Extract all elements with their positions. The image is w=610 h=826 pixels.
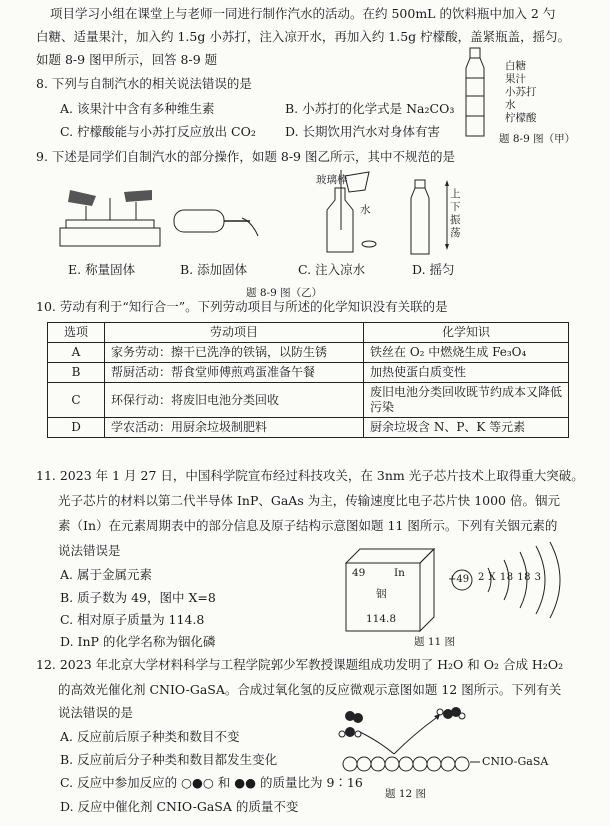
q8-option-d[interactable]: D. 长期饮用汽水对身体有害 xyxy=(285,124,441,139)
figure-11-caption: 题 11 图 xyxy=(414,636,456,648)
label-water: 水 xyxy=(505,99,516,111)
figure-8-9-a-labels xyxy=(505,60,537,125)
label-sugar: 白糖 xyxy=(505,60,526,72)
atom-shells: 2 X 18 18 3 xyxy=(478,572,542,583)
q9-option-b[interactable]: B. 添加固体 xyxy=(180,262,248,277)
row-a-chem: 铁丝在 O₂ 中燃烧生成 Fe₃O₄ xyxy=(364,343,569,363)
q11-line-1: 11. 2023 年 1 月 27 日，中国科学院宣布经过科技攻关，在 3nm 光子芯片技术上取得重大突破。 xyxy=(36,468,584,483)
element-number: 49 xyxy=(352,567,366,579)
label-juice: 果汁 xyxy=(505,73,526,85)
q12-option-b[interactable]: B. 反应前后分子种类和数目都发生变化 xyxy=(60,752,278,767)
q10-table xyxy=(47,322,569,438)
figure-12-caption: 题 12 图 xyxy=(385,788,427,800)
q11-line-2: 光子芯片的材料以第二代半导体 InP、GaAs 为主，传输速度比电子芯片快 1000 倍。铟元 xyxy=(58,493,560,508)
row-b-key: B xyxy=(48,363,105,383)
header-option: 选项 xyxy=(48,323,105,343)
q12-line-2: 的高效光催化剂 CNIO-GaSA。合成过氧化氢的反应微观示意图如题 12 图所示。下列有关 xyxy=(58,682,562,697)
row-c-key: C xyxy=(48,383,105,418)
table-row[interactable] xyxy=(48,418,569,438)
q12-line-1: 12. 2023 年北京大学材料科学与工程学院郭少军教授课题组成功发明了 H₂O 和 O₂ 合成 H₂O₂ xyxy=(36,657,564,672)
row-d-labor: 学农活动：用厨余垃圾制肥料 xyxy=(105,418,364,438)
q11-option-c[interactable]: C. 相对原子质量为 114.8 xyxy=(60,612,205,627)
label-baking-soda: 小苏打 xyxy=(505,86,537,98)
figure-balance xyxy=(56,184,166,254)
catalyst-reaction-diagram xyxy=(330,708,480,778)
q12-option-d[interactable]: D. 反应中催化剂 CNIO-GaSA 的质量不变 xyxy=(60,799,299,814)
catalyst-label: CNIO-GaSA xyxy=(482,755,549,768)
row-a-key: A xyxy=(48,343,105,363)
q11-option-a[interactable]: A. 属于金属元素 xyxy=(60,567,152,582)
row-d-key: D xyxy=(48,418,105,438)
figure-8-9-b-caption: 题 8-9 图（乙） xyxy=(246,287,323,299)
element-mass: 114.8 xyxy=(366,613,397,625)
table-row[interactable] xyxy=(48,363,569,383)
row-c-labor: 环保行动：将废旧电池分类回收 xyxy=(105,383,364,418)
element-symbol: In xyxy=(394,567,405,579)
table-row[interactable] xyxy=(48,343,569,363)
row-c-chem: 废旧电池分类回收既节约成本又降低污染 xyxy=(364,383,569,418)
intro-line-3: 如题 8-9 图甲所示，回答 8-9 题 xyxy=(36,52,218,67)
q11-line-4: 说法错误是 xyxy=(58,543,121,558)
label-water-pour: 水 xyxy=(360,204,371,216)
header-chem: 化学知识 xyxy=(364,323,569,343)
row-d-chem: 厨余垃圾含 N、P、K 等元素 xyxy=(364,418,569,438)
table-row[interactable] xyxy=(48,383,569,418)
label-glass-rod: 玻璃棒 xyxy=(316,174,348,186)
q11-option-b[interactable]: B. 质子数为 49，图中 X=8 xyxy=(60,590,216,605)
q11-line-3: 素（In）在元素周期表中的部分信息及原子结构示意图如题 11 图所示。下列有关铟元素的 xyxy=(58,518,558,533)
intro-line-2: 白糖、适量果汁，加入约 1.5g 小苏打，注入凉开水，再加入约 1.5g 柠檬酸，盖紧瓶盖，摇匀。 xyxy=(36,29,571,44)
q8-stem: 8. 下列与自制汽水的相关说法错误的是 xyxy=(36,76,252,91)
element-name: 铟 xyxy=(376,588,387,600)
label-shake: 上下振荡 xyxy=(450,188,461,239)
atom-nucleus: +49 xyxy=(448,574,470,585)
intro-line-1: 项目学习小组在课堂上与老师一同进行制作汽水的活动。在约 500mL 的饮料瓶中加入 2 勺 xyxy=(50,6,556,21)
q9-option-c[interactable]: C. 注入凉水 xyxy=(298,262,366,277)
label-citric-acid: 柠檬酸 xyxy=(505,112,537,124)
row-a-labor: 家务劳动：擦干已洗净的铁锅，以防生锈 xyxy=(105,343,364,363)
q9-stem: 9. 下述是同学们自制汽水的部分操作，如题 8-9 图乙所示，其中不规范的是 xyxy=(36,149,455,164)
q9-option-d[interactable]: D. 摇匀 xyxy=(412,262,455,277)
q10-stem: 10. 劳动有利于“知行合一”。下列劳动项目与所述的化学知识没有关联的是 xyxy=(36,299,448,314)
figure-8-9-a-caption: 题 8-9 图（甲） xyxy=(499,133,576,145)
q12-line-3: 说法错误的是 xyxy=(58,705,134,720)
row-b-chem: 加热使蛋白质变性 xyxy=(364,363,569,383)
table-header xyxy=(48,323,569,343)
q8-option-a[interactable]: A. 该果汁中含有多种维生素 xyxy=(60,101,215,116)
q9-option-e[interactable]: E. 称量固体 xyxy=(68,262,136,277)
q11-option-d[interactable]: D. InP 的化学名称为铟化磷 xyxy=(60,634,216,649)
q12-option-c[interactable]: C. 反应中参加反应的 ○●○ 和 ●● 的质量比为 9∶16 xyxy=(60,775,363,790)
figure-test-tube xyxy=(170,200,265,250)
q8-option-b[interactable]: B. 小苏打的化学式是 Na₂CO₃ xyxy=(285,101,455,116)
q8-option-c[interactable]: C. 柠檬酸能与小苏打反应放出 CO₂ xyxy=(60,124,256,139)
q12-option-a[interactable]: A. 反应前后原子种类和数目不变 xyxy=(60,729,240,744)
row-b-labor: 帮厨活动：帮食堂师傅煎鸡蛋准备午餐 xyxy=(105,363,364,383)
header-labor: 劳动项目 xyxy=(105,323,364,343)
